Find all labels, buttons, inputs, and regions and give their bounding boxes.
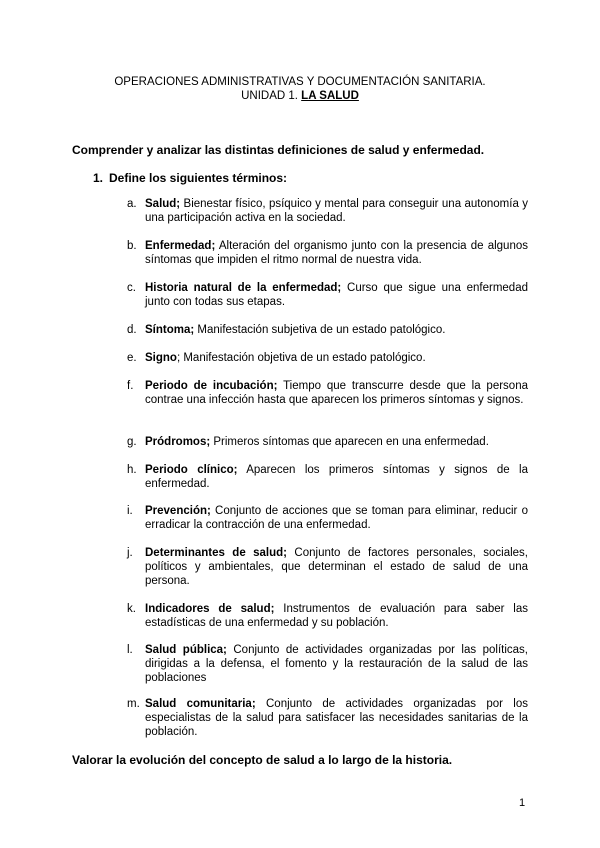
definition-item: [127, 602, 528, 630]
definition-item: [127, 697, 528, 739]
item-letter: j.: [127, 547, 133, 559]
document-header-line2: [0, 89, 600, 104]
definition-item: [127, 239, 528, 267]
item-letter: f.: [127, 380, 134, 392]
unit-label: UNIDAD 1.: [241, 90, 302, 102]
item-definition: Primeros síntomas que aparecen en una enfermedad.: [210, 436, 489, 448]
unit-title: LA SALUD: [301, 90, 359, 102]
item-letter: m.: [127, 698, 140, 710]
item-term: Historia natural de la enfermedad;: [145, 282, 342, 294]
item-definition: Aparecen los primeros síntomas y signos de la enfermedad.: [145, 464, 529, 490]
item-definition: Conjunto de actividades organizadas por los especialistas de la salud para satisfacer las necesidades sanitarias de la población.: [145, 698, 528, 738]
item-term: Periodo clínico;: [145, 464, 238, 476]
question-number: 1.: [93, 171, 104, 185]
item-letter: k.: [127, 603, 136, 615]
section-heading-2: Valorar la evolución del concepto de salud a lo largo de la historia.: [72, 753, 453, 767]
item-letter: h.: [127, 464, 137, 476]
item-letter: i.: [127, 505, 133, 517]
definition-item: [127, 379, 528, 407]
item-term: Síntoma;: [145, 324, 195, 336]
definition-item: [127, 281, 528, 309]
item-definition: Alteración del organismo junto con la presencia de algunos síntomas que impiden el ritmo normal de nuestra vida.: [145, 240, 528, 266]
item-letter: e.: [127, 352, 137, 364]
item-term: Signo: [145, 352, 177, 364]
question-heading: [93, 170, 287, 186]
item-letter: g.: [127, 436, 137, 448]
section-heading-1: Comprender y analizar las distintas definiciones de salud y enfermedad.: [72, 143, 485, 157]
item-term: Indicadores de salud;: [145, 603, 275, 615]
item-definition: ; Manifestación objetiva de un estado patológico.: [176, 352, 426, 364]
item-term: Determinantes de salud;: [145, 547, 287, 559]
question-text: Define los siguientes términos:: [109, 171, 288, 185]
page-number: 1: [519, 797, 526, 809]
item-definition: Conjunto de acciones que se toman para eliminar, reducir o erradicar la contracción de una enfermedad.: [145, 505, 528, 531]
definition-item: [127, 323, 528, 337]
item-definition: Conjunto de actividades organizadas por las políticas, dirigidas a la defensa, el fomento y la restauración de la salud de las poblaciones: [145, 644, 528, 684]
item-term: Salud comunitaria;: [145, 698, 256, 710]
item-term: Prevención;: [145, 505, 211, 517]
item-letter: a.: [127, 198, 137, 210]
definition-item: [127, 463, 528, 491]
document-header-line1: OPERACIONES ADMINISTRATIVAS Y DOCUMENTACIÓN SANITARIA.: [114, 76, 486, 88]
item-definition: Manifestación subjetiva de un estado patológico.: [194, 324, 446, 336]
item-term: Salud;: [145, 198, 181, 210]
definition-item: [127, 197, 528, 225]
item-letter: c.: [127, 282, 136, 294]
item-definition: Bienestar físico, psíquico y mental para conseguir una autonomía y una participación activa en la sociedad.: [145, 198, 528, 224]
item-definition: Tiempo que transcurre desde que la persona contrae una infección hasta que aparecen los primeros síntomas y signos.: [145, 380, 528, 406]
definition-item: [127, 546, 528, 588]
item-letter: d.: [127, 324, 137, 336]
definition-item: [127, 351, 528, 365]
definition-item: [127, 643, 528, 685]
item-term: Enfermedad;: [145, 240, 216, 252]
definition-item: [127, 504, 528, 532]
item-term: Salud pública;: [145, 644, 227, 656]
item-definition: Instrumentos de evaluación para saber las estadísticas de una enfermedad y su población.: [145, 603, 529, 629]
item-definition: Conjunto de factores personales, sociales, políticos y ambientales, que determinan el estado de salud de una persona.: [145, 547, 528, 587]
item-term: Periodo de incubación;: [145, 380, 278, 392]
item-term: Pródromos;: [145, 436, 211, 448]
item-letter: b.: [127, 240, 137, 252]
item-letter: l.: [127, 644, 133, 656]
definition-item: [127, 435, 528, 449]
item-definition: Curso que sigue una enfermedad junto con todas sus etapas.: [145, 282, 528, 308]
